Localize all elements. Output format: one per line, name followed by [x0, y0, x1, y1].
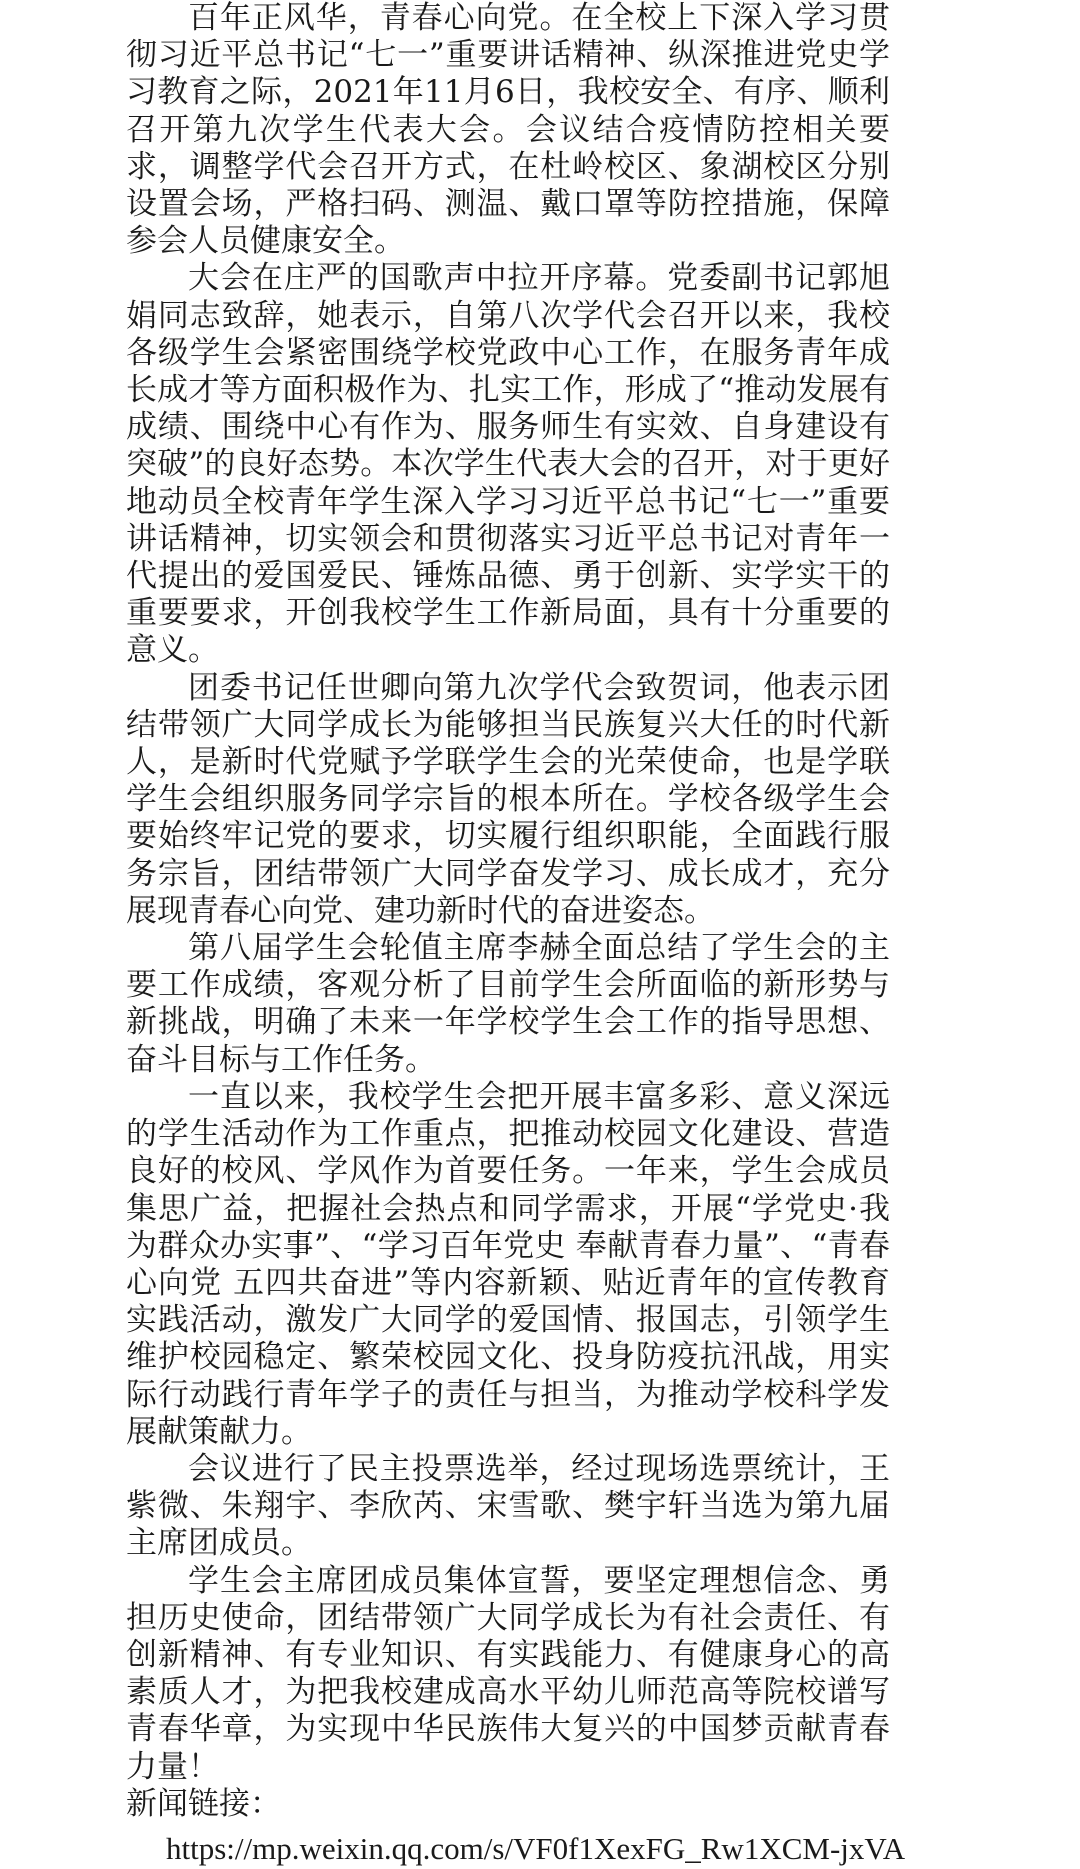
news-article [126, 0, 890, 1786]
paragraph-activities: 一直以来，我校学生会把开展丰富多彩、意义深远的学生活动作为工作重点，把推动校园文化建设、营造良好的校风、学风作为首要任务。一年来，学生会成员集思广益，把握社会热点和同学需求，开展“学党史·我为群众办实事”、“学习百年党史 奉献青春力量”、“青春心向党 五四共奋进”等内容新颖、贴近青年的宣传教育实践活动，激发广大同学的爱国情、报国志，引领学生维护校园稳定、繁荣校园文化、投身防疫抗汛战，用实际行动践行青年学子的责任与担当，为推动学校科学发展献策献力。 [126, 1078, 890, 1450]
paragraph-election: 会议进行了民主投票选举，经过现场选票统计，王紫微、朱翔宇、李欣芮、宋雪歌、樊宇轩当选为第九届主席团成员。 [126, 1450, 890, 1562]
paragraph-intro: 百年正风华，青春心向党。在全校上下深入学习贯彻习近平总书记“七一”重要讲话精神、纵深推进党史学习教育之际，2021年11月6日，我校安全、有序、顺利召开第九次学生代表大会。会议结合疫情防控相关要求，调整学代会召开方式，在杜岭校区、象湖校区分别设置会场，严格扫码、测温、戴口罩等防控措施，保障参会人员健康安全。 [126, 0, 890, 260]
paragraph-congratulation: 团委书记任世卿向第九次学代会致贺词，他表示团结带领广大同学成长为能够担当民族复兴大任的时代新人，是新时代党赋予学联学生会的光荣使命，也是学联学生会组织服务同学宗旨的根本所在。学校各级学生会要始终牢记党的要求，切实履行组织职能，全面践行服务宗旨，团结带领广大同学奋发学习、成长成才，充分展现青春心向党、建功新时代的奋进姿态。 [126, 669, 890, 929]
news-link-label: 新闻链接： [126, 1785, 281, 1822]
paragraph-work-report: 第八届学生会轮值主席李赫全面总结了学生会的主要工作成绩，客观分析了目前学生会所面临的新形势与新挑战，明确了未来一年学校学生会工作的指导思想、奋斗目标与工作任务。 [126, 930, 890, 1078]
paragraph-oath: 学生会主席团成员集体宣誓，要坚定理想信念、勇担历史使命，团结带领广大同学成长为有社会责任、有创新精神、有专业知识、有实践能力、有健康身心的高素质人才，为把我校建成高水平幼儿师范高等院校谱写青春华章，为实现中华民族伟大复兴的中国梦贡献青春力量！ [126, 1562, 890, 1785]
news-link-url[interactable]: https://mp.weixin.qq.com/s/VF0f1XexFG_Rw1XCM-jxVA [166, 1830, 906, 1866]
paragraph-opening-speech: 大会在庄严的国歌声中拉开序幕。党委副书记郭旭娟同志致辞，她表示，自第八次学代会召开以来，我校各级学生会紧密围绕学校党政中心工作，在服务青年成长成才等方面积极作为、扎实工作，形成了“推动发展有成绩、围绕中心有作为、服务师生有实效、自身建设有突破”的良好态势。本次学生代表大会的召开，对于更好地动员全校青年学生深入学习习近平总书记“七一”重要讲话精神，切实领会和贯彻落实习近平总书记对青年一代提出的爱国爱民、锤炼品德、勇于创新、实学实干的重要要求，开创我校学生工作新局面，具有十分重要的意义。 [126, 260, 890, 669]
